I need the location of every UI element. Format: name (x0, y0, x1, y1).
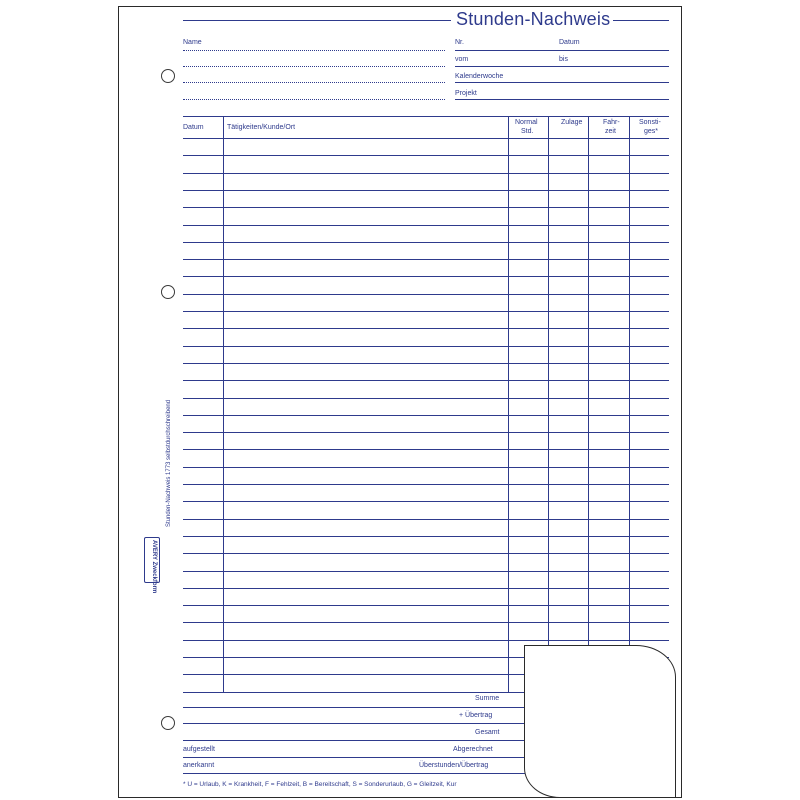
col-header-datum: Datum (183, 124, 204, 131)
punch-hole-bottom (161, 716, 175, 730)
curled-page-corner (524, 645, 676, 798)
avery-logo (144, 537, 160, 594)
field-label-datum: Datum (559, 39, 580, 46)
table-row[interactable] (183, 155, 669, 156)
title-rule-right (613, 20, 669, 21)
footnote: * U = Urlaub, K = Krankheit, F = Fehlzeit, B = Bereitschaft, S = Sonderurlaub, G = Gleitzeit, Kur (183, 781, 457, 788)
table-row[interactable] (183, 605, 669, 606)
field-label-kalenderwoche: Kalenderwoche (455, 73, 504, 80)
summary-label-gesamt: Gesamt (475, 729, 500, 736)
table-row[interactable] (183, 138, 669, 139)
table-row[interactable] (183, 346, 669, 347)
field-label-bis: bis (559, 56, 568, 63)
table-row[interactable] (183, 622, 669, 623)
col-header-fahrzeit-1: Fahr- (603, 119, 620, 126)
table-row[interactable] (183, 536, 669, 537)
table-row[interactable] (183, 190, 669, 191)
summary-label-anerkannt: anerkannt (183, 762, 215, 769)
summary-label-abgerechnet: Abgerechnet (453, 746, 493, 753)
col-header-taetigkeiten: Tätigkeiten/Kunde/Ort (227, 124, 296, 131)
summary-label-uebertrag: + Übertrag (459, 712, 493, 719)
title-rule-left (183, 20, 451, 21)
summary-label-summe: Summe (475, 695, 500, 702)
field-line-projekt[interactable] (455, 99, 669, 100)
field-label-vom: vom (455, 56, 469, 63)
table-row[interactable] (183, 640, 669, 641)
table-row[interactable] (183, 294, 669, 295)
table-row[interactable] (183, 432, 669, 433)
table-row[interactable] (183, 415, 669, 416)
table-row[interactable] (183, 311, 669, 312)
field-label-nr: Nr. (455, 39, 464, 46)
avery-logo-text: AVERY Zweckform (151, 540, 157, 594)
table-row[interactable] (183, 519, 669, 520)
form-title: Stunden-Nachweis (456, 9, 611, 29)
table-row[interactable] (183, 173, 669, 174)
table-row[interactable] (183, 467, 669, 468)
summary-label-aufgestellt: aufgestellt (183, 746, 215, 753)
field-line-nr-datum[interactable] (455, 50, 669, 51)
field-line-name[interactable] (183, 50, 445, 51)
col-divider-datum (223, 116, 224, 692)
field-line-name-4[interactable] (183, 99, 445, 100)
col-header-sonstiges-1: Sonsti- (639, 119, 661, 126)
side-product-text: Stunden-Nachweis 1773 selbstdurchschreibend (166, 399, 172, 527)
table-row[interactable] (183, 588, 669, 589)
summary-label-ueberstunden: Überstunden/Übertrag (419, 762, 489, 769)
table-row[interactable] (183, 553, 669, 554)
table-top-rule (183, 116, 669, 117)
table-row[interactable] (183, 242, 669, 243)
table-row[interactable] (183, 501, 669, 502)
punch-hole-middle (161, 285, 175, 299)
table-row[interactable] (183, 484, 669, 485)
field-line-name-3[interactable] (183, 82, 445, 83)
col-header-sonstiges-2: ges* (644, 128, 659, 135)
table-row[interactable] (183, 276, 669, 277)
table-row[interactable] (183, 259, 669, 260)
table-row[interactable] (183, 571, 669, 572)
table-row[interactable] (183, 328, 669, 329)
col-header-normal-2: Std. (521, 128, 534, 135)
field-label-name: Name (183, 39, 202, 46)
col-divider-taetigkeiten (508, 116, 509, 692)
table-row[interactable] (183, 225, 669, 226)
table-row[interactable] (183, 398, 669, 399)
table-row[interactable] (183, 363, 669, 364)
field-line-name-2[interactable] (183, 66, 445, 67)
field-label-projekt: Projekt (455, 90, 477, 97)
table-row[interactable] (183, 207, 669, 208)
field-line-vom-bis[interactable] (455, 66, 669, 67)
col-header-normal-1: Normal (515, 119, 538, 126)
col-header-zulage: Zulage (561, 119, 583, 126)
field-line-kalenderwoche[interactable] (455, 82, 669, 83)
table-row[interactable] (183, 380, 669, 381)
punch-hole-top (161, 69, 175, 83)
table-row[interactable] (183, 449, 669, 450)
col-header-fahrzeit-2: zeit (605, 128, 616, 135)
